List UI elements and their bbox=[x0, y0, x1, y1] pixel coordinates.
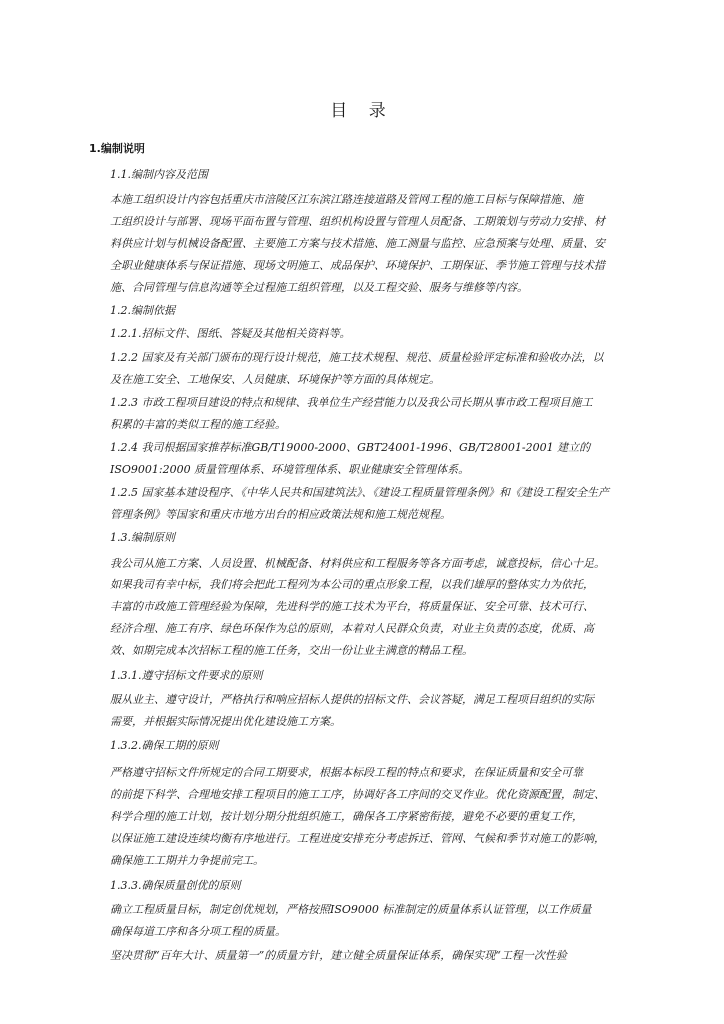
text-line: 及在施工安全、工地保安、人员健康、环境保护等方面的具体规定。 bbox=[110, 373, 440, 386]
text-line: 1.3.编制原则 bbox=[110, 531, 175, 544]
text-line: 全职业健康体系与保证措施、现场文明施工、成品保护、环境保护、工期保证、季节施工管理与技术措 bbox=[110, 259, 605, 272]
text-line: 1.2.4 我司根据国家推荐标准GB/T19000-2000、GBT24001-1996、GB/T28001-2001 建立的 bbox=[110, 441, 591, 454]
text-line: 1.3.1.遵守招标文件要求的原则 bbox=[110, 669, 263, 682]
text-line: 1.2.3 市政工程项目建设的特点和规律、我单位生产经营能力以及我公司长期从事市政工程项目施工 bbox=[110, 396, 593, 409]
page-title: 目 录 bbox=[330, 101, 394, 121]
text-line: 1.2.2 国家及有关部门颁布的现行设计规范，施工技术规程、规范、质量检验评定标准和验收办法，以 bbox=[110, 351, 604, 364]
text-line: 1.3.2.确保工期的原则 bbox=[110, 739, 219, 752]
text-line: 经济合理、施工有序、绿色环保作为总的原则，本着对人民群众负责，对业主负责的态度，优质、高 bbox=[110, 622, 594, 635]
text-line: 确立工程质量目标，制定创优规划，严格按照ISO9000 标准制定的质量体系认证管理，以工作质量 bbox=[110, 903, 592, 916]
text-line: 的前提下科学、合理地安排工程项目的施工工序，协调好各工序间的交叉作业。优化资源配置，制定、 bbox=[110, 788, 605, 801]
text-line: 1.3.3.确保质量创优的原则 bbox=[110, 879, 241, 892]
text-line: 如果我司有幸中标，我们将会把此工程列为本公司的重点形象工程，以我们雄厚的整体实力为依托， bbox=[110, 578, 594, 591]
text-line: 1.1.编制内容及范围 bbox=[110, 168, 208, 181]
text-line: 我公司从施工方案、人员设置、机械配备、材料供应和工程服务等各方面考虑，诚意投标，信心十足。 bbox=[110, 557, 605, 570]
text-line: 1.2.编制依据 bbox=[110, 304, 175, 317]
text-line: 本施工组织设计内容包括重庆市涪陵区江东滨江路连接道路及管网工程的施工目标与保障措施、施 bbox=[110, 193, 583, 206]
text-line: 工组织设计与部署、现场平面布置与管理、组织机构设置与管理人员配备、工期策划与劳动力安排、材 bbox=[110, 215, 605, 228]
text-line: 施、合同管理与信息沟通等全过程施工组织管理，以及工程交验、服务与维修等内容。 bbox=[110, 281, 528, 294]
text-line: 坚决贯彻“百年大计、质量第一”的质量方针，建立健全质量保证体系，确保实现“工程一次性验 bbox=[110, 949, 567, 962]
text-line: 料供应计划与机械设备配置、主要施工方案与技术措施、施工测量与监控、应急预案与处理、质量、安 bbox=[110, 237, 605, 250]
text-line: 服从业主、遵守设计，严格执行和响应招标人提供的招标文件、会议答疑，满足工程项目组织的实际 bbox=[110, 693, 594, 706]
text-line: 积累的丰富的类似工程的施工经验。 bbox=[110, 418, 286, 431]
section-heading: 1.编制说明 bbox=[89, 142, 145, 155]
text-line: 以保证施工建设连续均衡有序地进行。工程进度安排充分考虑拆迁、管网、气候和季节对施工的影响， bbox=[110, 832, 605, 845]
text-line: 1.2.5 国家基本建设程序、《中华人民共和国建筑法》、《建设工程质量管理条例》和《建设工程安全生产 bbox=[110, 486, 609, 499]
text-line: 效、如期完成本次招标工程的施工任务，交出一份让业主满意的精品工程。 bbox=[110, 644, 473, 657]
text-line: 科学合理的施工计划，按计划分期分批组织施工，确保各工序紧密衔接，避免不必要的重复工作， bbox=[110, 810, 583, 823]
text-line: 确保每道工序和各分项工程的质量。 bbox=[110, 925, 286, 938]
text-line: 需要，并根据实际情况提出优化建设施工方案。 bbox=[110, 715, 341, 728]
text-line: ISO9001:2000 质量管理体系、环境管理体系、职业健康安全管理体系。 bbox=[110, 463, 470, 476]
text-line: 1.2.1.招标文件、图纸、答疑及其他相关资料等。 bbox=[110, 327, 351, 340]
text-line: 管理条例》等国家和重庆市地方出台的相应政策法规和施工规范规程。 bbox=[110, 508, 451, 521]
text-line: 确保施工工期并力争提前完工。 bbox=[110, 854, 264, 867]
text-line: 丰富的市政施工管理经验为保障，先进科学的施工技术为平台，将质量保证、安全可靠、技术可行、 bbox=[110, 600, 594, 613]
text-line: 严格遵守招标文件所规定的合同工期要求，根据本标段工程的特点和要求，在保证质量和安全可靠 bbox=[110, 766, 583, 779]
